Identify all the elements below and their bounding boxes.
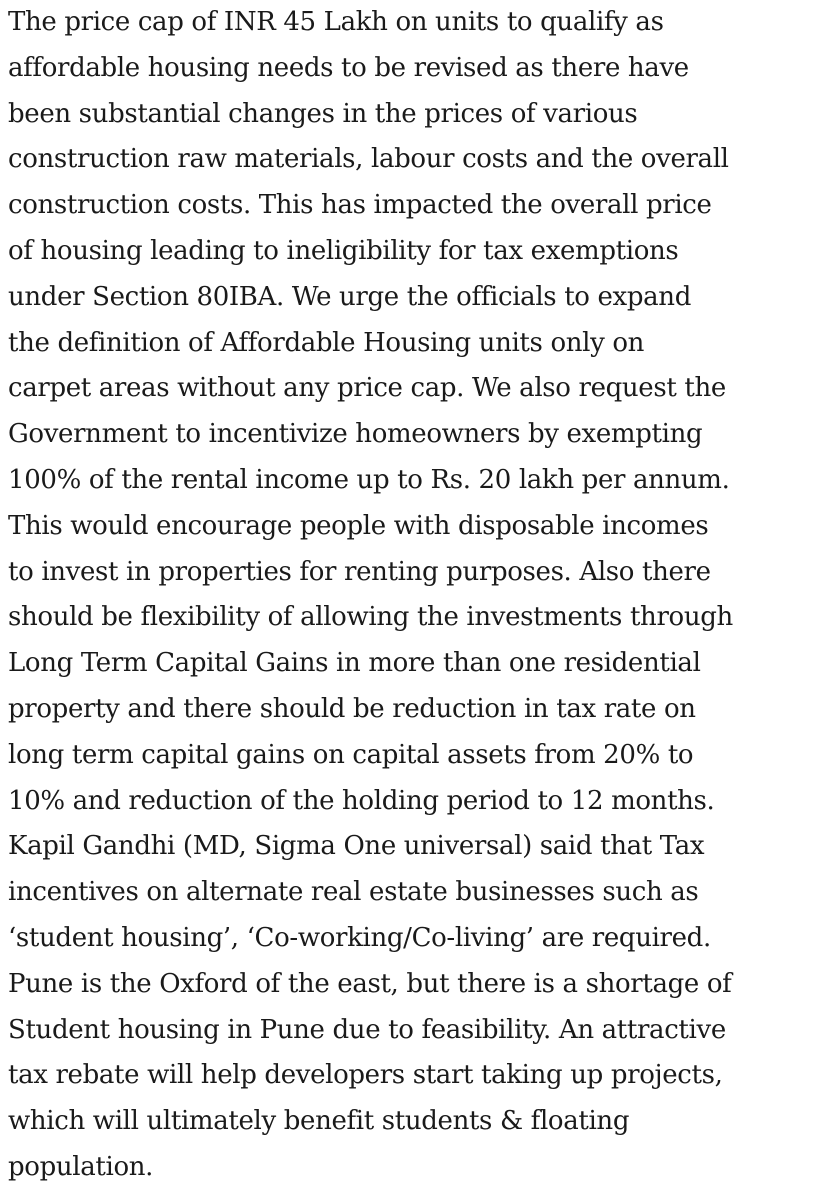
article-line: incentives on alternate real estate businesses such as (8, 877, 699, 908)
article-line: which will ultimately benefit students & floating (8, 1106, 630, 1137)
article-line: 100% of the rental income up to Rs. 20 lakh per annum. (8, 464, 730, 495)
article-line: Kapil Gandhi (MD, Sigma One universal) said that Tax (8, 831, 705, 862)
article-line: The price cap of INR 45 Lakh on units to qualify as (8, 7, 664, 37)
article-line: construction costs. This has impacted the overall price (8, 190, 712, 221)
article-line: Student housing in Pune due to feasibility. An attractive (8, 1014, 726, 1045)
article-line: tax rebate will help developers start taking up projects, (8, 1060, 723, 1091)
article-line: long term capital gains on capital assets from 20% to (8, 739, 694, 770)
article-line: of housing leading to ineligibility for tax exemptions (8, 235, 679, 266)
article-line: been substantial changes in the prices of various (8, 98, 638, 129)
article-line: carpet areas without any price cap. We also request the (8, 373, 726, 404)
article-line: construction raw materials, labour costs and the overall (8, 144, 729, 175)
article-line: property and there should be reduction in tax rate on (8, 693, 696, 724)
article-line: affordable housing needs to be revised as there have (8, 52, 689, 83)
article-line: ‘student housing’, ‘Co-working/Co-living’ are required. (8, 922, 711, 953)
article-line: 10% and reduction of the holding period to 12 months. (8, 785, 715, 816)
article-line: should be flexibility of allowing the investments through (8, 602, 733, 633)
article-line: Government to incentivize homeowners by exempting (8, 419, 703, 450)
article-line: Long Term Capital Gains in more than one residential (8, 648, 701, 679)
article-line: under Section 80IBA. We urge the officials to expand (8, 281, 692, 312)
article-line: to invest in properties for renting purposes. Also there (8, 556, 711, 587)
article-body (8, 0, 823, 1191)
article-line: Pune is the Oxford of the east, but there is a shortage of (8, 968, 732, 999)
article-line: the definition of Affordable Housing units only on (8, 327, 645, 358)
article-line: population. (8, 1151, 154, 1182)
article-line: This would encourage people with disposable incomes (8, 510, 709, 541)
